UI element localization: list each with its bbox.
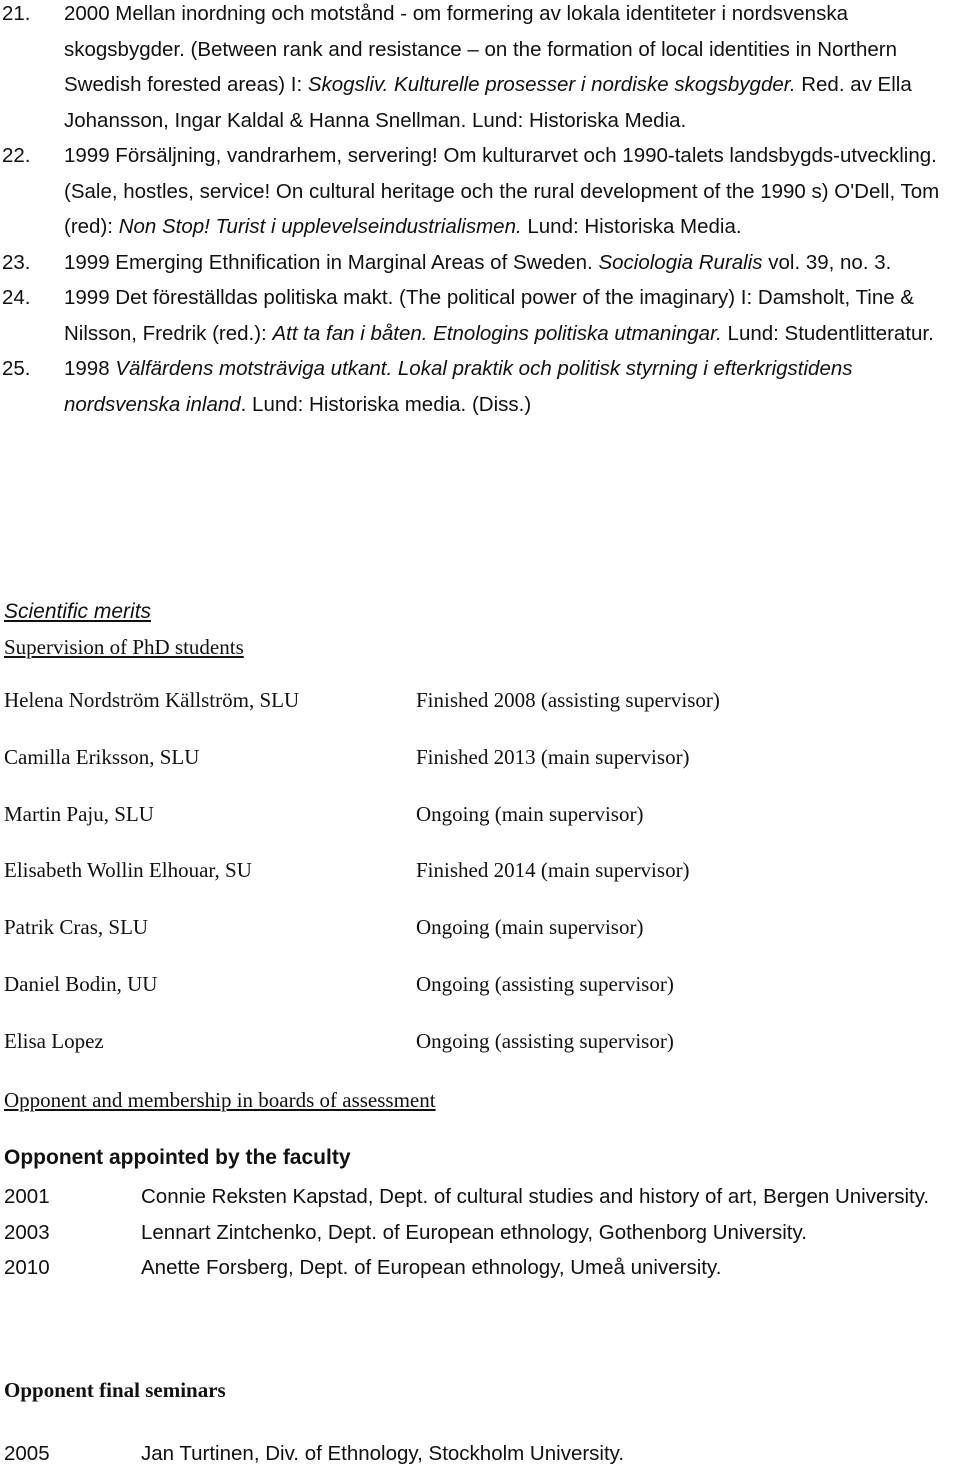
student-name: Patrik Cras, SLU	[4, 915, 149, 940]
student-status: Ongoing (assisting supervisor)	[416, 971, 674, 996]
faculty-opponent-row	[4, 1215, 954, 1251]
reference-title: Välfärdens motsträviga utkant. Lokal praktik och politisk styrning i efterkrigstidens nordsvenska inland	[64, 357, 853, 416]
seminar-text: Jan Turtinen, Div. of Ethnology, Stockholm University.	[141, 1442, 625, 1465]
student-status: Ongoing (assisting supervisor)	[416, 1028, 674, 1053]
student-row	[4, 802, 954, 859]
opponent-year: 2010	[4, 1256, 50, 1279]
student-status: Ongoing (main supervisor)	[416, 801, 644, 826]
faculty-opponent-row	[4, 1179, 954, 1215]
opponent-text: Connie Reksten Kapstad, Dept. of cultural studies and history of art, Bergen University.	[141, 1185, 930, 1208]
reference-text: 1999 Emerging Ethnification in Marginal Areas of Sweden.	[64, 250, 599, 274]
opponent-text: Anette Forsberg, Dept. of European ethnology, Umeå university.	[141, 1256, 722, 1279]
student-row	[4, 1029, 954, 1086]
student-row	[4, 745, 954, 802]
reference-text: vol. 39, no. 3.	[762, 250, 892, 274]
phd-students-table	[4, 688, 954, 1086]
reference-title: Sociologia Ruralis	[598, 250, 763, 274]
reference-item	[0, 0, 960, 138]
reference-text: Red. av Ella Johansson, Ingar Kaldal & Hanna Snellman. Lund: Historiska Media.	[64, 73, 912, 132]
student-status: Ongoing (main supervisor)	[416, 915, 644, 940]
reference-title: Skogsliv. Kulturelle prosesser i nordiske skogsbygder.	[307, 73, 796, 96]
student-status: Finished 2014 (main supervisor)	[416, 858, 690, 883]
student-name: Elisa Lopez	[4, 1028, 104, 1053]
reference-text: 2000 Mellan inordning och motstånd - om formering av lokala identiteter i nordsvenska skogsbygder. (Between rank and resistance – on the formation of local identities in Northern Swedish forested areas) I:	[64, 2, 897, 96]
reference-text: 1999 Det föreställdas politiska makt. (The political power of the imaginary) I: Damsholt, Tine & Nilsson, Fredrik (red.):	[64, 286, 914, 345]
reference-title: Att ta fan i båten. Etnologins politiska utmaningar.	[272, 321, 722, 345]
opponent-text: Lennart Zintchenko, Dept. of European ethnology, Gothenborg University.	[141, 1220, 807, 1244]
scientific-merits-heading: Scientific merits	[4, 600, 152, 623]
student-name: Martin Paju, SLU	[4, 801, 154, 826]
reference-item	[0, 245, 960, 281]
opponent-faculty-heading: Opponent appointed by the faculty	[4, 1146, 351, 1169]
reference-text: 1999 Försäljning, vandrarhem, servering! Om kulturarvet och 1990-talets landsbygds-utveckling. (Sale, hostles, service! On cultural heritage och the rural development of the 1990 s) O'Dell, Tom (red):	[64, 144, 940, 238]
student-row	[4, 688, 954, 745]
reference-title: Non Stop! Turist i upplevelseindustrialismen.	[118, 215, 522, 238]
faculty-opponent-row	[4, 1250, 954, 1286]
opponent-final-heading: Opponent final seminars	[4, 1378, 226, 1402]
student-status: Finished 2013 (main supervisor)	[416, 744, 690, 769]
reference-item	[0, 351, 960, 422]
reference-number: 21.	[2, 2, 31, 25]
final-seminar-list	[4, 1436, 954, 1472]
reference-item	[0, 138, 960, 245]
seminar-year: 2005	[4, 1442, 50, 1465]
student-name: Daniel Bodin, UU	[4, 971, 158, 996]
student-row	[4, 915, 954, 972]
student-name: Camilla Eriksson, SLU	[4, 744, 200, 769]
student-status: Finished 2008 (assisting supervisor)	[416, 688, 720, 712]
reference-text: 1998	[64, 357, 116, 380]
student-name: Helena Nordström Källström, SLU	[4, 688, 300, 712]
final-seminar-row	[4, 1436, 954, 1472]
faculty-opponent-list	[4, 1179, 954, 1286]
reference-list	[0, 0, 960, 422]
opponent-year: 2003	[4, 1220, 50, 1244]
reference-item	[0, 280, 960, 351]
reference-number: 25.	[2, 357, 31, 380]
reference-number: 24.	[2, 286, 31, 309]
reference-number: 23.	[2, 250, 31, 274]
student-row	[4, 858, 954, 915]
opponent-year: 2001	[4, 1185, 50, 1208]
student-row	[4, 972, 954, 1029]
supervision-heading: Supervision of PhD students	[4, 635, 244, 659]
student-name: Elisabeth Wollin Elhouar, SU	[4, 858, 252, 883]
reference-text: Lund: Historiska Media.	[521, 215, 742, 238]
reference-text: Lund: Studentlitteratur.	[721, 321, 934, 345]
reference-text: . Lund: Historiska media. (Diss.)	[240, 392, 532, 416]
opponent-boards-heading: Opponent and membership in boards of assessment	[4, 1088, 436, 1112]
reference-number: 22.	[2, 144, 31, 167]
